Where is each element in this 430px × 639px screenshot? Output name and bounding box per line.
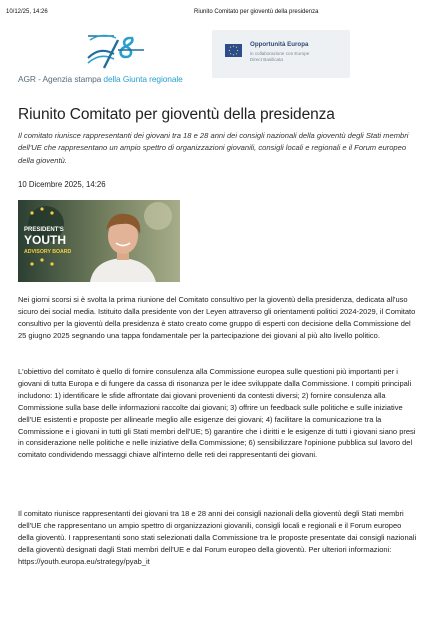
print-header	[6, 9, 424, 19]
article-paragraph-1: Nei giorni scorsi si è svolta la prima riunione del Comitato consultivo per la gioventù della presidenza, dedicata all'uso sicuro dei social media. Istituito dalla presidente von der Leyen attraverso gli orientamenti politici 2024-2029, il Comitato consultivo per la gioventù della presidenza è stato creato come gruppo di esperti con decisione della Commissione del 25 giugno 2025 segnando una tappa fondamentale per la partecipazione dei giovani al più alto livello politico.	[18, 295, 416, 340]
opportunita-europa-banner[interactable]	[212, 30, 350, 78]
agency-name	[18, 74, 183, 84]
article-paragraph-3: Il comitato riunisce rappresentanti dei giovani tra 18 e 28 anni dei consigli nazionali della gioventù degli Stati membri dell'UE che rappresentano un ampio spettro di organizzazioni giovanili, consigli locali e regionali e il Forum europeo della gioventù. I rappresentanti sono stati selezionati dalla Commissione tra le proposte presentate dai consigli nazionali della gioventù designati dagli Stati membri dell'UE e dal Forum europeo della gioventù. Per ulteriori informazioni: https://youth.europa.eu/strategy/pyab_it	[18, 509, 417, 566]
print-timestamp: 10/12/25, 14:26	[6, 9, 48, 15]
eu-banner-subtitle-line2: Direct Basilicata	[250, 57, 283, 62]
image-text-line1: PRESIDENT'S	[24, 227, 64, 233]
image-text-line2: YOUTH	[24, 233, 66, 247]
basilicata-logo-icon	[84, 30, 146, 70]
agency-name-prefix: AGR - Agenzia stampa	[18, 74, 104, 84]
article-subtitle: Il comitato riunisce rappresentanti dei giovani tra 18 e 28 anni dei consigli nazionali della gioventù degli Stati membri dell'UE che rappresentano un ampio spettro di organizzazioni giovanili, consigli locali e regionali e il Forum europeo della gioventù.	[18, 131, 409, 165]
article-paragraph-2: L'obiettivo del comitato è quello di fornire consulenza alla Commissione europea sulle questioni più importanti per i giovani di tutta Europa e di fungere da cassa di risonanza per le idee sviluppate dalla Commissione. I compiti principali includono: 1) identificare le sfide affrontate dai giovani provenienti da contesti diversi; 2) fornire consulenza alla Commissione sulla base delle informazioni raccolte dai giovani; 3) offrire un feedback sulle politiche e sulle iniziative dell'UE esistenti e proposte per allinearle meglio alle esigenze dei giovani; 4) facilitare la comunicazione tra la Commissione e i giovani in tutti gli Stati membri dell'UE; 5) garantire che i diritti e le esigenze di tutti i giovani siano presi in considerazione nelle politiche e nelle iniziative della Commissione; 6) sensibilizzare l'opinione pubblica sul lavoro del comitato condividendo messaggi chiave all'interno delle reti dei rappresentanti dei giovani.	[18, 367, 416, 460]
print-page-title: Riunito Comitato per gioventù della presidenza	[194, 9, 319, 15]
article-image	[18, 200, 180, 282]
article-date: 10 Dicembre 2025, 14:26	[18, 180, 106, 189]
eu-banner-subtitle	[250, 51, 309, 63]
eu-flag-icon	[225, 44, 242, 57]
eu-banner-subtitle-line1: in collaborazione con Europe	[250, 51, 310, 56]
eu-banner-title: Opportunità Europa	[250, 41, 309, 48]
agency-name-highlight: della Giunta regionale	[103, 74, 183, 84]
image-text-line3: ADVISORY BOARD	[24, 249, 72, 255]
article-title: Riunito Comitato per gioventù della presidenza	[18, 106, 335, 123]
agr-logo[interactable]	[18, 30, 218, 86]
